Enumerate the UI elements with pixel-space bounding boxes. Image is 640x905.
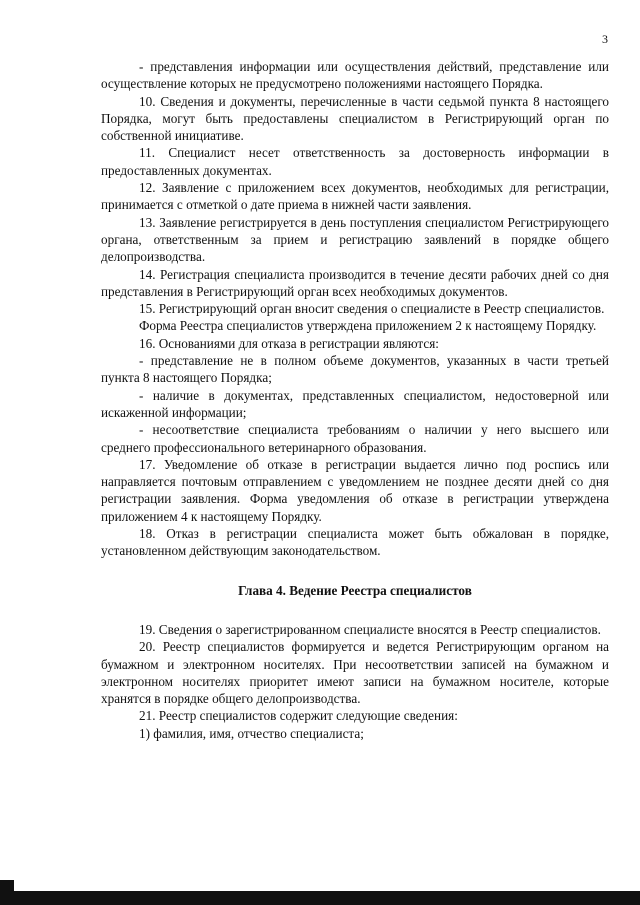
scan-edge-bottom — [0, 891, 640, 905]
paragraph: 18. Отказ в регистрации специалиста может быть обжалован в порядке, установленном действующим законодательством. — [101, 526, 609, 559]
scan-edge-left — [0, 880, 14, 905]
paragraph: 15. Регистрирующий орган вносит сведения о специалисте в Реестр специалистов. — [139, 301, 605, 317]
paragraph: 17. Уведомление об отказе в регистрации выдается лично под роспись или направляется почтовым отправлением с уведомлением не позднее десяти дней со дня регистрации заявления. Форма уведомления об отказе в регистрации утверждена приложением 4 к настоящему Порядку. — [101, 456, 609, 524]
paragraph: 20. Реестр специалистов формируется и ведется Регистрирующим органом на бумажном и электронном носителях. При несоответствии записей на бумажном и электронном носителях приоритет имеют записи на бумажном носителе, которые хранятся в порядке общего делопроизводства. — [101, 639, 609, 707]
paragraph: 14. Регистрация специалиста производится в течение десяти рабочих дней со дня представления в Регистрирующий орган всех необходимых документов. — [101, 266, 609, 299]
paragraph: 21. Реестр специалистов содержит следующие сведения: — [139, 708, 458, 724]
paragraph: 1) фамилия, имя, отчество специалиста; — [139, 725, 364, 741]
paragraph: 16. Основаниями для отказа в регистрации являются: — [139, 335, 439, 351]
paragraph: 11. Специалист несет ответственность за достоверность информации в предоставленных документах. — [101, 145, 609, 178]
chapter-title: Глава 4. Ведение Реестра специалистов — [238, 582, 472, 598]
document-body — [101, 58, 609, 742]
paragraph: - представление не в полном объеме документов, указанных в части третьей пункта 8 настоящего Порядка; — [101, 353, 609, 386]
paragraph: - несоответствие специалиста требованиям о наличии у него высшего или среднего профессионального ветеринарного образования. — [101, 422, 609, 455]
paragraph: - наличие в документах, представленных специалистом, недостоверной или искаженной информации; — [101, 387, 609, 420]
paragraph: 13. Заявление регистрируется в день поступления специалистом Регистрирующего органа, ответственным за прием и регистрацию заявлений в порядке общего делопроизводства. — [101, 214, 609, 265]
paragraph: 19. Сведения о зарегистрированном специалисте вносятся в Реестр специалистов. — [139, 621, 601, 637]
page-number: 3 — [602, 32, 608, 46]
paragraph: - представления информации или осуществления действий, представление или осуществление которых не предусмотрено положениями настоящего Порядка. — [101, 59, 609, 92]
paragraph: Форма Реестра специалистов утверждена приложением 2 к настоящему Порядку. — [139, 318, 597, 334]
paragraph: 10. Сведения и документы, перечисленные в части седьмой пункта 8 настоящего Порядка, могут быть предоставлены специалистом в Регистрирующий орган по собственной инициативе. — [101, 93, 609, 144]
paragraph: 12. Заявление с приложением всех документов, необходимых для регистрации, принимается с отметкой о дате приема в нижней части заявления. — [101, 180, 609, 213]
